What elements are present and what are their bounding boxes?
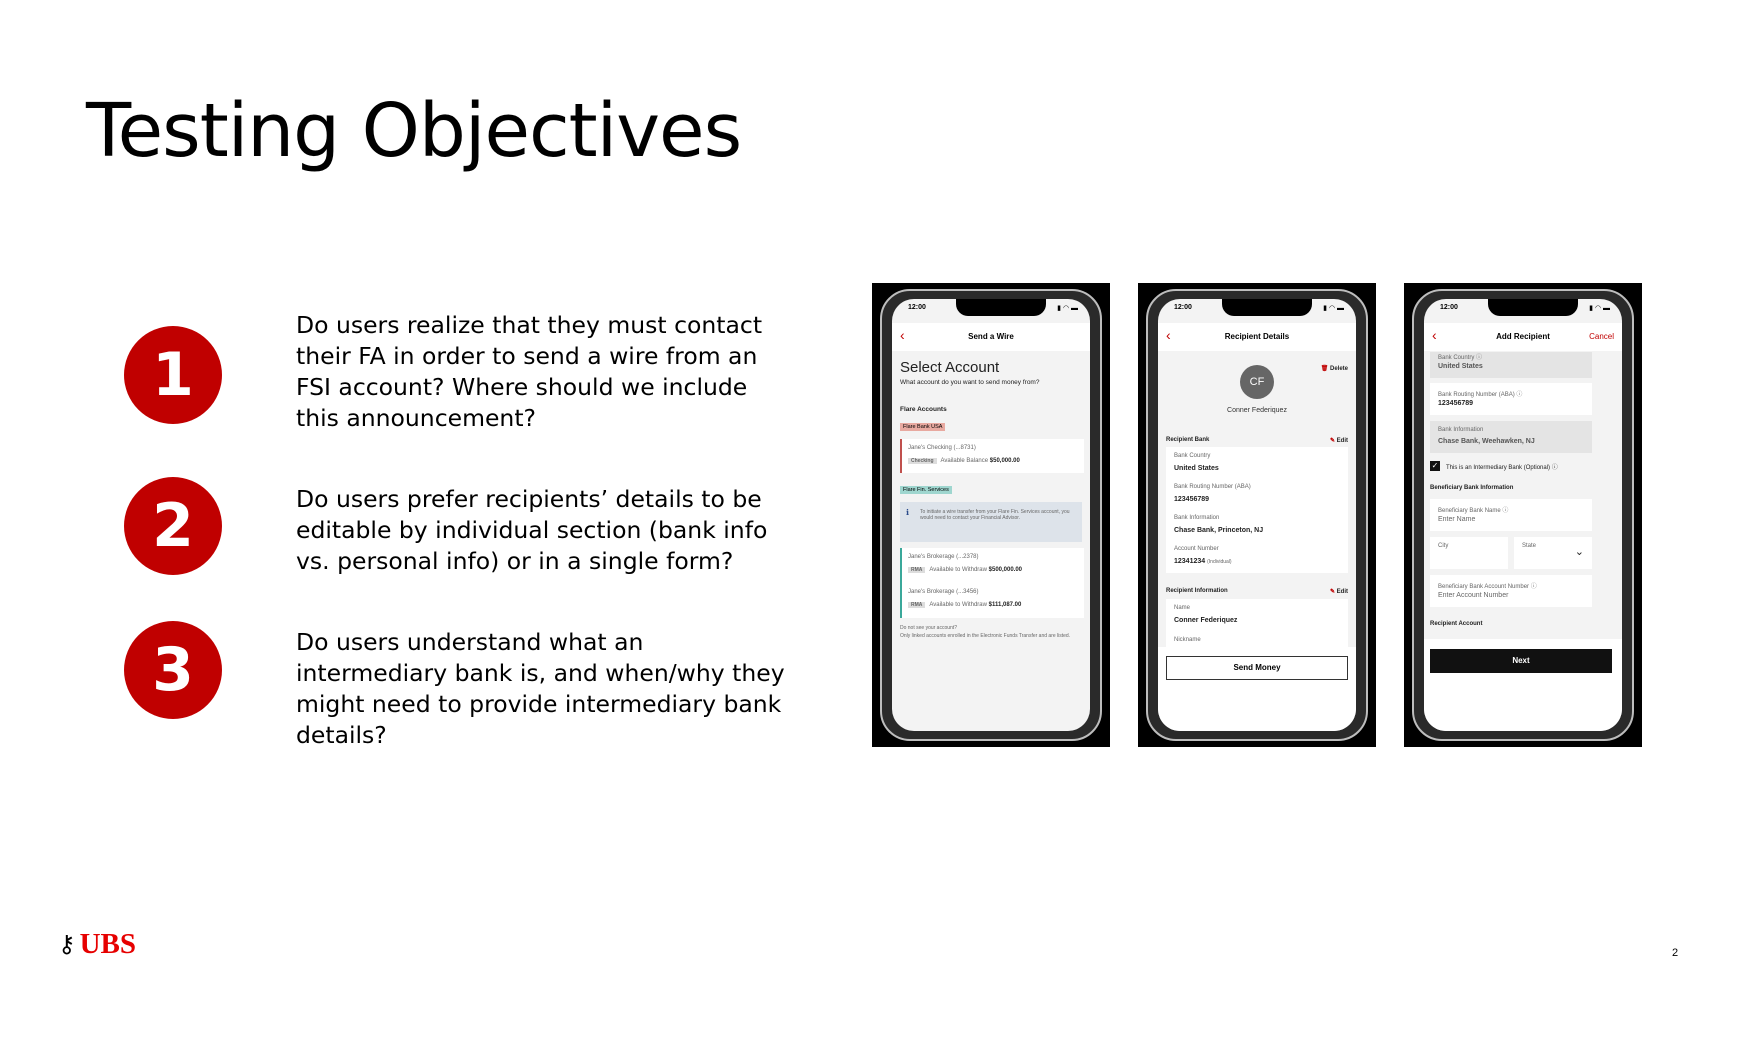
bank-information-field[interactable] bbox=[1430, 421, 1592, 453]
recipient-info-card bbox=[1166, 599, 1348, 647]
page-number: 2 bbox=[1672, 947, 1679, 959]
objective-text: Do users understand what an intermediary bank is, and when/why they might need to provide intermediary bank details? bbox=[296, 628, 785, 749]
phone-notch bbox=[1222, 299, 1312, 316]
balance-value: $111,087.00 bbox=[988, 602, 1022, 608]
back-chevron-icon[interactable]: ‹ bbox=[900, 327, 905, 343]
field-label: Nickname bbox=[1174, 637, 1201, 643]
field-label: City bbox=[1438, 543, 1449, 549]
screen-heading: Select Account bbox=[900, 359, 1000, 376]
cancel-button[interactable]: Cancel bbox=[1589, 332, 1614, 341]
account-number: 12341234 bbox=[1174, 558, 1206, 565]
field-label: Bank Routing Number (ABA) bbox=[1174, 484, 1251, 490]
field-value: Chase Bank, Weehawken, NJ bbox=[1438, 438, 1535, 445]
section-label: Recipient Account bbox=[1430, 621, 1483, 627]
checkbox-label bbox=[1446, 462, 1558, 471]
account-name: Jane's Checking (...8731) bbox=[908, 445, 976, 451]
section-label: Flare Accounts bbox=[900, 406, 947, 413]
field-label: Bank Information bbox=[1438, 427, 1484, 433]
pencil-icon: ✎ bbox=[1329, 589, 1335, 595]
label-text: Beneficiary Bank Name bbox=[1438, 508, 1501, 514]
bank-tag: Flare Fin. Services bbox=[900, 486, 952, 494]
signal-battery-icon: ▮ ◠ ▬ bbox=[1323, 305, 1344, 312]
footer-question: Do not see your account? bbox=[900, 625, 957, 631]
info-icon: ℹ bbox=[906, 508, 910, 517]
delete-label: Delete bbox=[1329, 366, 1348, 372]
edit-label: Edit bbox=[1336, 438, 1348, 444]
account-name: Jane's Brokerage (...3456) bbox=[908, 589, 979, 595]
field-value: Conner Federiquez bbox=[1174, 617, 1238, 624]
account-type-pill: RMA bbox=[908, 567, 925, 573]
account-balance-row bbox=[908, 567, 1022, 573]
label-text: Bank Country bbox=[1438, 355, 1475, 361]
info-icon: ⓘ bbox=[1502, 508, 1509, 514]
city-input[interactable] bbox=[1430, 537, 1508, 569]
field-value: 123456789 bbox=[1438, 400, 1474, 407]
field-label bbox=[1438, 389, 1522, 398]
section-label: Recipient Information bbox=[1166, 588, 1228, 594]
screen-question: What account do you want to send money from? bbox=[900, 379, 1040, 386]
info-icon: ⓘ bbox=[1530, 584, 1537, 590]
bank-tag: Flare Bank USA bbox=[900, 423, 945, 431]
status-time: 12:00 bbox=[908, 304, 926, 311]
intermediary-checkbox[interactable]: ✓ bbox=[1431, 461, 1439, 470]
field-value bbox=[1174, 558, 1232, 565]
field-value: United States bbox=[1174, 465, 1219, 472]
account-balance-row bbox=[908, 602, 1021, 608]
balance-value: $500,000.00 bbox=[988, 567, 1023, 573]
field-label bbox=[1438, 505, 1508, 514]
bank-details-card bbox=[1166, 447, 1348, 573]
ubs-logo bbox=[58, 928, 136, 961]
nav-title: Add Recipient bbox=[1496, 332, 1550, 341]
next-button[interactable]: Next bbox=[1430, 649, 1612, 673]
field-value: 123456789 bbox=[1174, 496, 1210, 503]
edit-label: Edit bbox=[1336, 589, 1348, 595]
beneficiary-name-input[interactable] bbox=[1430, 499, 1592, 531]
phone-notch bbox=[1488, 299, 1578, 316]
edit-bank-button[interactable] bbox=[1330, 437, 1348, 444]
account-balance-row bbox=[908, 458, 1020, 464]
account-type-pill: Checking bbox=[908, 458, 937, 464]
nav-bar bbox=[1424, 323, 1622, 351]
bank-country-field[interactable] bbox=[1430, 352, 1592, 378]
info-text: To initiate a wire transfer from your Flare Fin. Services account, you would need to contact your Financial Advisor. bbox=[920, 509, 1070, 521]
account-card-checking[interactable] bbox=[900, 439, 1084, 473]
field-label bbox=[1438, 352, 1482, 361]
nav-title: Send a Wire bbox=[968, 332, 1014, 341]
objective-number-badge: 3 bbox=[124, 621, 222, 719]
account-card-brokerage[interactable] bbox=[900, 548, 1084, 618]
balance-label: Available to Withdraw bbox=[929, 602, 987, 608]
label-text: Beneficiary Bank Account Number bbox=[1438, 584, 1530, 590]
balance-value: $50,000.00 bbox=[989, 458, 1020, 464]
routing-number-field[interactable] bbox=[1430, 383, 1592, 415]
phone-mockup-recipient-details bbox=[1138, 283, 1376, 747]
section-label: Recipient Bank bbox=[1166, 437, 1210, 443]
logo-wordmark: UBS bbox=[79, 928, 136, 960]
balance-label: Available to Withdraw bbox=[929, 567, 987, 573]
signal-battery-icon: ▮ ◠ ▬ bbox=[1589, 305, 1610, 312]
status-time: 12:00 bbox=[1174, 304, 1192, 311]
nav-title: Recipient Details bbox=[1224, 332, 1290, 341]
field-label bbox=[1438, 581, 1537, 590]
phone-notch bbox=[956, 299, 1046, 316]
phone-mockup-send-wire bbox=[872, 283, 1110, 747]
footer-text: Only linked accounts enrolled in the Electronic Funds Transfer and are listed. bbox=[900, 633, 1071, 639]
field-label: Name bbox=[1174, 605, 1191, 611]
info-icon: ⓘ bbox=[1476, 355, 1483, 361]
info-icon: ⓘ bbox=[1551, 465, 1558, 471]
field-value: Chase Bank, Princeton, NJ bbox=[1174, 527, 1264, 534]
edit-info-button[interactable] bbox=[1330, 588, 1348, 595]
objective-text: Do users realize that they must contact their FA in order to send a wire from an FSI account? Where should we include this announcement? bbox=[296, 311, 763, 432]
info-banner bbox=[900, 502, 1082, 542]
trash-icon: 🗑 bbox=[1320, 366, 1329, 372]
field-label: Account Number bbox=[1174, 546, 1219, 552]
info-icon: ⓘ bbox=[1516, 392, 1523, 398]
field-label: Bank Information bbox=[1174, 515, 1220, 521]
recipient-name: Conner Federiquez bbox=[1227, 407, 1287, 414]
signal-battery-icon: ▮ ◠ ▬ bbox=[1057, 305, 1078, 312]
delete-button[interactable] bbox=[1321, 365, 1348, 372]
phone-screen bbox=[1424, 299, 1622, 731]
nav-bar bbox=[892, 323, 1090, 351]
account-name: Jane's Brokerage (...2378) bbox=[908, 554, 979, 560]
field-label: State bbox=[1522, 543, 1537, 549]
objective-number-badge: 2 bbox=[124, 477, 222, 575]
state-select[interactable] bbox=[1514, 537, 1592, 569]
keys-icon: ⚷ bbox=[58, 931, 76, 958]
section-label: Beneficiary Bank Information bbox=[1430, 485, 1514, 491]
phone-screen bbox=[1158, 299, 1356, 731]
send-money-button[interactable]: Send Money bbox=[1166, 656, 1348, 680]
nav-bar bbox=[1158, 323, 1356, 351]
slide-title: Testing Objectives bbox=[86, 88, 742, 174]
status-time: 12:00 bbox=[1440, 304, 1458, 311]
chevron-down-icon: ⌄ bbox=[1574, 546, 1584, 558]
back-chevron-icon[interactable]: ‹ bbox=[1432, 327, 1437, 343]
label-text: This is an Intermediary Bank (Optional) bbox=[1446, 465, 1551, 471]
back-chevron-icon[interactable]: ‹ bbox=[1166, 327, 1171, 343]
objective-text: Do users prefer recipients’ details to be editable by individual section (bank info vs. personal info) or in a single form? bbox=[296, 485, 768, 575]
phone-screen bbox=[892, 299, 1090, 731]
field-placeholder: Enter Account Number bbox=[1438, 592, 1509, 599]
field-placeholder: Enter Name bbox=[1438, 516, 1476, 523]
pencil-icon: ✎ bbox=[1329, 438, 1335, 444]
field-label: Bank Country bbox=[1174, 453, 1211, 459]
label-text: Bank Routing Number (ABA) bbox=[1438, 392, 1515, 398]
phone-mockup-add-recipient bbox=[1404, 283, 1642, 747]
field-value: United States bbox=[1438, 363, 1483, 370]
account-type-pill: RMA bbox=[908, 602, 925, 608]
beneficiary-account-input[interactable] bbox=[1430, 575, 1592, 607]
avatar: CF bbox=[1240, 365, 1274, 399]
balance-label: Available Balance bbox=[940, 458, 989, 464]
account-note: (Individual) bbox=[1207, 559, 1232, 565]
objective-number-badge: 1 bbox=[124, 326, 222, 424]
